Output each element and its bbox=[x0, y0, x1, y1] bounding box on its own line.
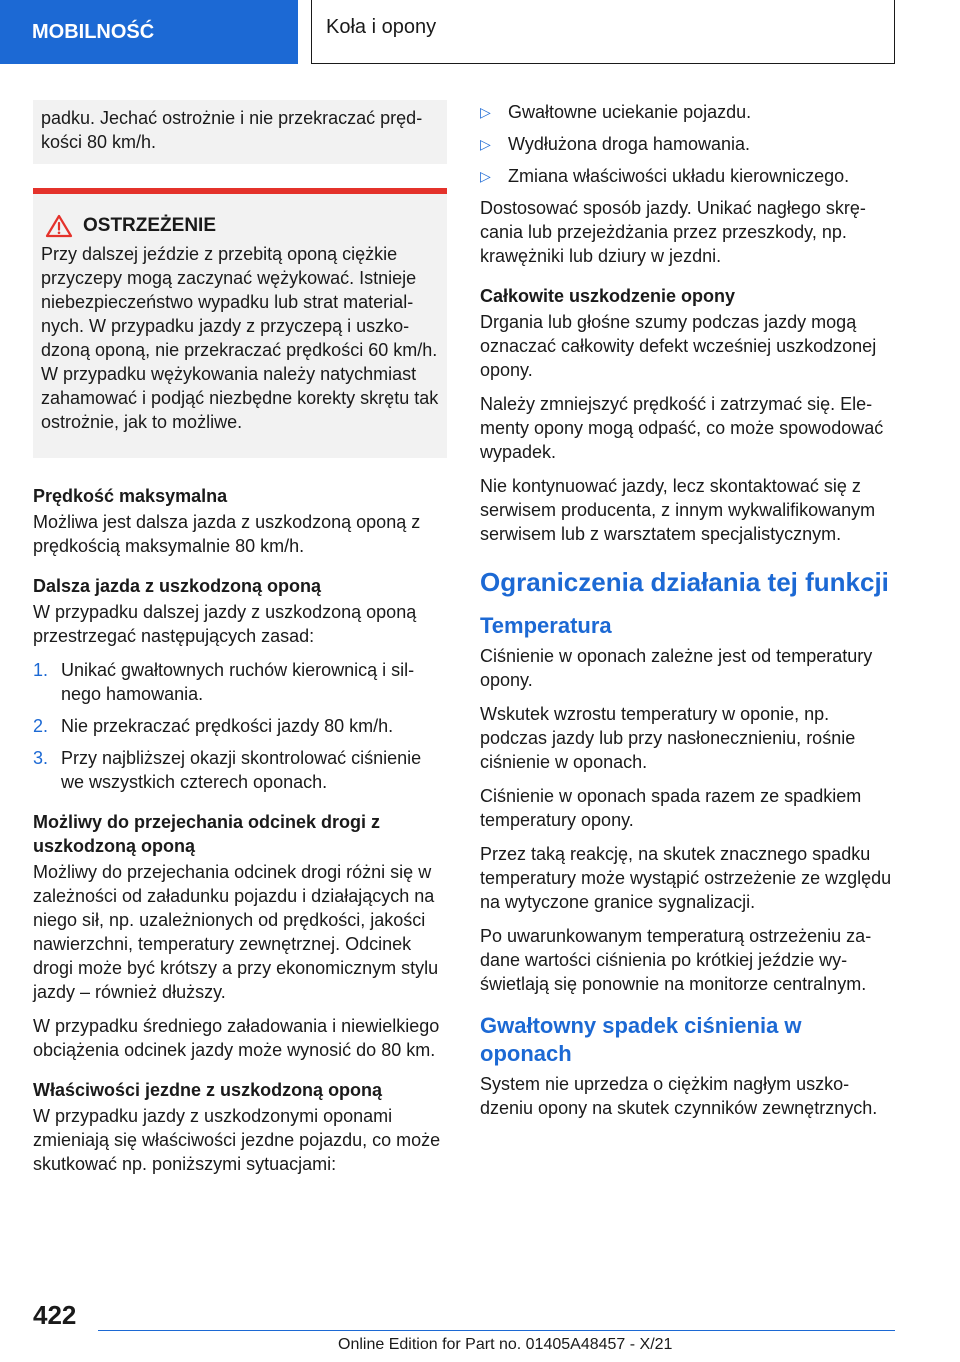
right-column bbox=[480, 100, 896, 1130]
header-divider bbox=[311, 0, 312, 64]
adapt-text: Dostosować sposób jazdy. Unikać nagłego skręcania lub przejeżdżania przez przeszkody, np. krawężniki lub dziury w jezdni. bbox=[480, 198, 866, 266]
footer-rule bbox=[98, 1330, 895, 1331]
bullet-text: Gwałtowne uciekanie pojazdu. bbox=[508, 102, 752, 122]
list-item bbox=[480, 132, 896, 156]
left-column bbox=[33, 100, 447, 1186]
warning-triangle-icon bbox=[45, 214, 73, 238]
note-box bbox=[33, 100, 447, 164]
step-text: Unikać gwałtownych ruchów kierownicą i silnego hamowania. bbox=[61, 660, 415, 704]
warning-text: Przy dalszej jeździe z przebitą oponą ciężkie przyczepy mogą zaczynać wężykować. Istnieje niebezpieczeństwo wypadku lub strat materialnych. W przypadku jazdy z przyczepą i uszkodzoną oponą, nie przekraczać prędkości 60 km/h. W przypadku wężykowania należy natychmiast zahamować i podjąć niezbędne korekty skrętu tak ostrożnie, jak to możliwe. bbox=[41, 244, 439, 432]
pressure-drop-text: System nie uprzedza o ciężkim nagłym uszkodzeniu opony na skutek czynników zewnętrznych. bbox=[480, 1074, 878, 1118]
total-damage-heading: Całkowite uszkodzenie opony bbox=[480, 286, 736, 306]
distance-heading: Możliwy do przejechania odcinek drogi z uszkodzoną oponą bbox=[33, 812, 381, 856]
list-item bbox=[480, 100, 896, 124]
effects-list bbox=[480, 100, 896, 188]
triangle-bullet-icon: ▷ bbox=[480, 104, 491, 120]
distance-text-1: Możliwy do przejechania odcinek drogi różni się w zależności od załadunku pojazdu i działających na niego sił, np. uzależnionych od prędkości, jakości nawierzchni, temperatury zewnętrznej. Odcinek drogi może być krótszy a przy ekonomicznym stylu jazdy – również dłuższy. bbox=[33, 862, 439, 1002]
temperature-text-3: Ciśnienie w oponach spada razem ze spadkiem temperatury opony. bbox=[480, 786, 862, 830]
distance-text-2: W przypadku średniego załadowania i niewielkiego obciążenia odcinek jazdy może wynosić do 80 km. bbox=[33, 1016, 440, 1060]
triangle-bullet-icon: ▷ bbox=[480, 168, 491, 184]
section-tab: MOBILNOŚĆ bbox=[0, 0, 298, 64]
temperature-heading: Temperatura bbox=[480, 613, 612, 638]
temperature-text-2: Wskutek wzrostu temperatury w oponie, np. podczas jazdy lub przy nasłonecznieniu, rośnie ciśnienie w oponach. bbox=[480, 704, 856, 772]
steps-list bbox=[33, 658, 447, 794]
continue-driving-heading: Dalsza jazda z uszkodzoną oponą bbox=[33, 576, 322, 596]
bullet-text: Zmiana właściwości układu kierowniczego. bbox=[508, 166, 850, 186]
temperature-text-5: Po uwarunkowanym temperaturą ostrzeżeniu zadane wartości ciśnienia po krótkiej jeździe wyświetlają się ponownie na monitorze centralnym. bbox=[480, 926, 872, 994]
header-underline bbox=[311, 63, 895, 64]
max-speed-heading: Prędkość maksymalna bbox=[33, 486, 228, 506]
list-item bbox=[33, 658, 447, 706]
temperature-text-4: Przez taką reakcję, na skutek znacznego spadku temperatury może wystąpić ostrzeżenie ze względu na wytyczone granice sygnalizacji. bbox=[480, 844, 892, 912]
triangle-bullet-icon: ▷ bbox=[480, 136, 491, 152]
list-item bbox=[480, 164, 896, 188]
page-number: 422 bbox=[33, 1300, 77, 1330]
properties-text: W przypadku jazdy z uszkodzonymi oponami zmieniają się właściwości jezdne pojazdu, co może skutkować np. poniższymi sytuacjami: bbox=[33, 1106, 441, 1174]
list-item bbox=[33, 746, 447, 794]
note-text: padku. Jechać ostrożnie i nie przekraczać prędkości 80 km/h. bbox=[41, 108, 423, 152]
continue-driving-text: W przypadku dalszej jazdy z uszkodzoną oponą przestrzegać następujących zasad: bbox=[33, 602, 417, 646]
limits-title: Ograniczenia działania tej funkcji bbox=[480, 567, 889, 597]
warning-header bbox=[41, 214, 439, 238]
step-number: 3. bbox=[33, 748, 49, 768]
bullet-text: Wydłużona droga hamowania. bbox=[508, 134, 750, 154]
temperature-text-1: Ciśnienie w oponach zależne jest od temperatury opony. bbox=[480, 646, 873, 690]
step-number: 2. bbox=[33, 716, 49, 736]
step-text: Nie przekraczać prędkości jazdy 80 km/h. bbox=[61, 716, 394, 736]
step-number: 1. bbox=[33, 660, 49, 680]
list-item bbox=[33, 714, 447, 738]
total-damage-text-2: Należy zmniejszyć prędkość i zatrzymać się. Elementy opony mogą odpaść, co może spowodować wypadek. bbox=[480, 394, 884, 462]
step-text: Przy najbliższej okazji skontrolować ciśnienie we wszystkich czterech oponach. bbox=[61, 748, 422, 792]
header-divider-right bbox=[894, 0, 895, 64]
max-speed-text: Możliwa jest dalsza jazda z uszkodzoną oponą z prędkością maksymalnie 80 km/h. bbox=[33, 512, 421, 556]
total-damage-text-1: Drgania lub głośne szumy podczas jazdy mogą oznaczać całkowity defekt wcześniej uszkodzonej opony. bbox=[480, 312, 877, 380]
chapter-title: Koła i opony bbox=[326, 16, 437, 38]
total-damage-text-3: Nie kontynuować jazdy, lecz skontaktować się z serwisem producenta, z innym wykwalifikowanym serwisem lub z warsztatem specjalistycznym. bbox=[480, 476, 876, 544]
properties-heading: Właściwości jezdne z uszkodzoną oponą bbox=[33, 1080, 383, 1100]
footer-edition: Online Edition for Part no. 01405A48457 - X/21 bbox=[338, 1336, 673, 1353]
pressure-drop-heading: Gwałtowny spadek ciśnienia w oponach bbox=[480, 1013, 802, 1066]
warning-box bbox=[33, 188, 447, 458]
warning-title: OSTRZEŻENIE bbox=[83, 215, 217, 236]
